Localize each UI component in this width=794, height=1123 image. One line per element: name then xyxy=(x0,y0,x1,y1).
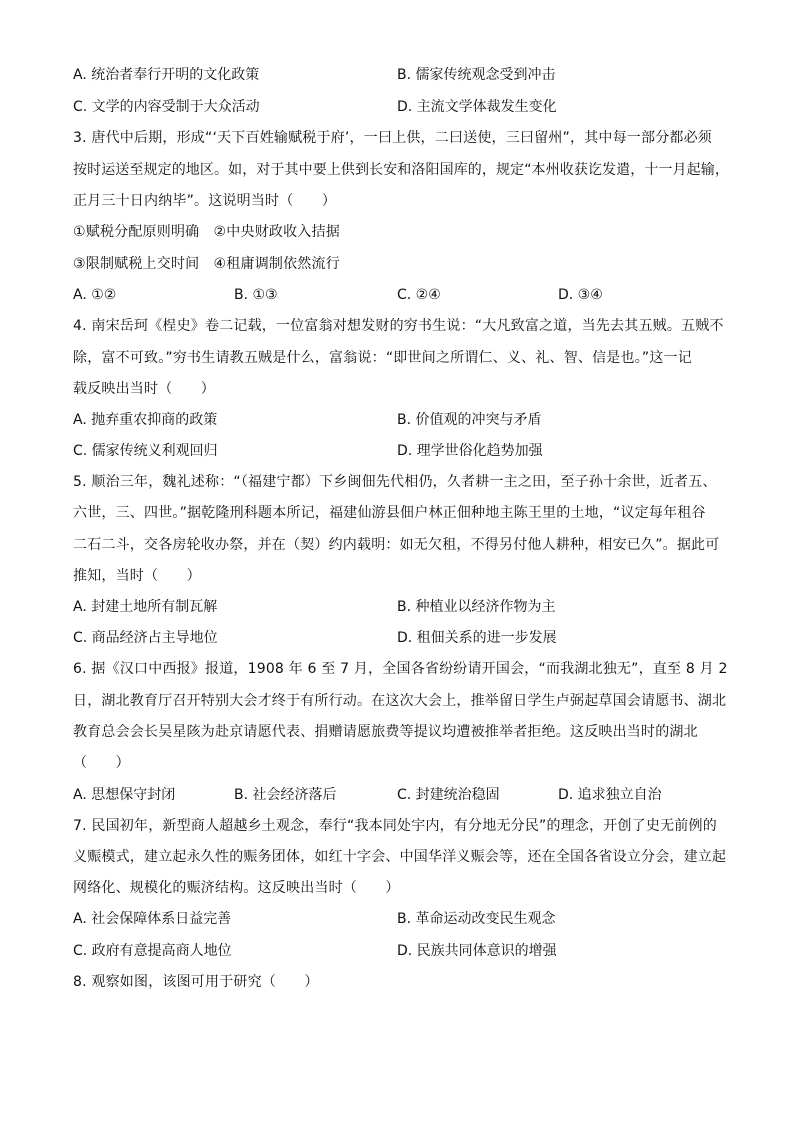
q6-option-a: A. 思想保守封闭 xyxy=(73,787,176,803)
q3-option-a: A. ①② xyxy=(73,287,117,303)
q4-option-a: A. 抛弃重农抑商的政策 xyxy=(73,412,218,428)
q2-option-c: C. 文学的内容受制于大众活动 xyxy=(73,99,260,115)
q4-stem-line-1: 4. 南宋岳珂《桯史》卷二记载，一位富翁对想发财的穷书生说：“大凡致富之道，当先去其五贼。五贼不 xyxy=(73,318,724,334)
q5-option-a: A. 封建土地所有制瓦解 xyxy=(73,599,218,615)
q4-option-c: C. 儒家传统义利观回归 xyxy=(73,443,218,459)
q7-option-c: C. 政府有意提高商人地位 xyxy=(73,943,232,959)
q6-stem-line-3: 教育总会会长吴星陔为赴京请愿代表、捐赠请愿旅费等提议均遭被推举者拒绝。这反映出当时的湖北 xyxy=(73,724,698,740)
q8-stem-line-1: 8. 观察如图，该图可用于研究（ ） xyxy=(73,974,319,990)
q6-option-b: B. 社会经济落后 xyxy=(234,787,337,803)
q3-option-b: B. ①③ xyxy=(234,287,278,303)
q4-stem-line-2: 除，富不可致。”穷书生请教五贼是什么，富翁说：“即世间之所谓仁、义、礼、智、信是也。”这一记 xyxy=(73,350,692,366)
q5-stem-line-2: 六世，三、四世。”据乾隆刑科题本所记，福建仙游县佃户林正佃种地主陈王里的土地，“议定每年租谷 xyxy=(73,505,706,521)
q6-option-c: C. 封建统治稳固 xyxy=(397,787,500,803)
q7-option-d: D. 民族共同体意识的增强 xyxy=(397,943,557,959)
q2-option-b: B. 儒家传统观念受到冲击 xyxy=(397,67,556,83)
q6-stem-line-1: 6. 据《汉口中西报》报道，1908 年 6 至 7 月，全国各省纷纷请开国会，“而我湖北独无”，直至 8 月 2 xyxy=(73,661,728,677)
q2-option-a: A. 统治者奉行开明的文化政策 xyxy=(73,67,260,83)
q7-stem-line-3: 网络化、规模化的赈济结构。这反映出当时（ ） xyxy=(73,880,400,896)
q5-stem-line-4: 推知，当时（ ） xyxy=(73,568,201,584)
q3-statement-line-1: ①赋税分配原则明确 ②中央财政收入拮据 xyxy=(73,224,340,240)
q4-option-b: B. 价值观的冲突与矛盾 xyxy=(397,412,542,428)
q3-stem-line-2: 按时运送至规定的地区。如，对于其中要上供到长安和洛阳国库的，规定“本州收获讫发遣，十一月起输， xyxy=(73,162,729,178)
q7-stem-line-2: 义赈模式，建立起永久性的赈务团体，如红十字会、中国华洋义赈会等，还在全国各省设立分会，建立起 xyxy=(73,849,727,865)
q2-option-d: D. 主流文学体裁发生变化 xyxy=(397,99,557,115)
q5-option-c: C. 商品经济占主导地位 xyxy=(73,630,218,646)
q6-option-d: D. 追求独立自治 xyxy=(558,787,662,803)
q5-option-d: D. 租佃关系的进一步发展 xyxy=(397,630,557,646)
q7-option-a: A. 社会保障体系日益完善 xyxy=(73,911,232,927)
q6-stem-line-2: 日，湖北教育厅召开特别大会才终于有所行动。在这次大会上，推举留日学生卢弼起草国会请愿书、湖北 xyxy=(73,693,727,709)
q4-option-d: D. 理学世俗化趋势加强 xyxy=(397,443,543,459)
q3-option-c: C. ②④ xyxy=(397,287,441,303)
q6-stem-line-4: （ ） xyxy=(73,755,130,771)
q3-stem-line-1: 3. 唐代中后期，形成“‘天下百姓输赋税于府’，一曰上供，二曰送使，三曰留州”，其中每一部分都必须 xyxy=(73,130,713,146)
q3-stem-line-3: 正月三十日内纳毕”。这说明当时（ ） xyxy=(73,193,337,209)
q7-stem-line-1: 7. 民国初年，新型商人超越乡土观念，奉行“我本同处宇内，有分地无分民”的理念，开创了史无前例的 xyxy=(73,818,717,834)
q3-statement-line-2: ③限制赋税上交时间 ④租庸调制依然流行 xyxy=(73,256,340,272)
q4-stem-line-3: 载反映出当时（ ） xyxy=(73,381,215,397)
q7-option-b: B. 革命运动改变民生观念 xyxy=(397,911,556,927)
q5-stem-line-3: 二石二斗，交各房轮收办祭，并在（契）约内载明：如无欠租，不得另付他人耕种，相安已久”。据此可 xyxy=(73,537,720,553)
q5-stem-line-1: 5. 顺治三年，魏礼述称：“（福建宁都）下乡闽佃先代相仍，久者耕一主之田，至子孙十余世，近者五、 xyxy=(73,474,717,490)
q3-option-d: D. ③④ xyxy=(558,287,603,303)
q5-option-b: B. 种植业以经济作物为主 xyxy=(397,599,556,615)
